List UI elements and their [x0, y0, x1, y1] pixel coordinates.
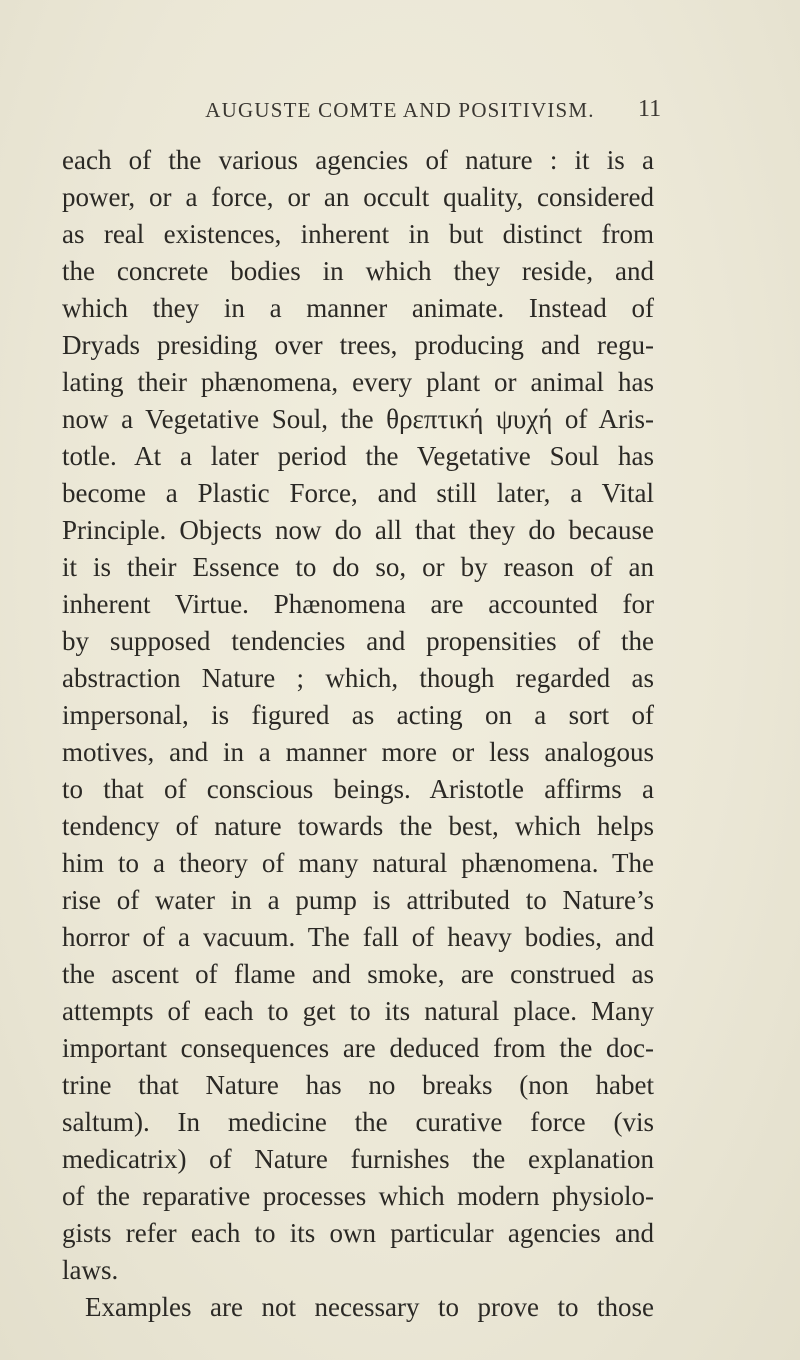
text-line: attempts of each to get to its natural place. Many: [62, 996, 654, 1026]
text-line: abstraction Nature ; which, though regarded as: [62, 663, 654, 693]
text-line: saltum). In medicine the curative force (vis: [62, 1107, 654, 1137]
text-line: horror of a vacuum. The fall of heavy bodies, and: [62, 922, 654, 952]
text-line: trine that Nature has no breaks (non habet: [62, 1070, 654, 1100]
text-line: which they in a manner animate. Instead of: [62, 293, 654, 323]
text-line: lating their phænomena, every plant or animal has: [62, 367, 654, 397]
text-line: of the reparative processes which modern physiolo-: [62, 1181, 654, 1211]
text-line: gists refer each to its own particular agencies and: [62, 1218, 654, 1248]
text-line: him to a theory of many natural phænomena. The: [62, 848, 654, 878]
text-line: important consequences are deduced from the doc-: [62, 1033, 654, 1063]
text-line: now a Vegetative Soul, the θρεπτική ψυχή of Aris-: [62, 404, 654, 434]
text-line: rise of water in a pump is attributed to Nature’s: [62, 885, 654, 915]
text-line: as real existences, inherent in but distinct from: [62, 219, 654, 249]
text-line: medicatrix) of Nature furnishes the explanation: [62, 1144, 654, 1174]
text-line: become a Plastic Force, and still later, a Vital: [62, 478, 654, 508]
text-line: totle. At a later period the Vegetative Soul has: [62, 441, 654, 471]
text-line: tendency of nature towards the best, which helps: [62, 811, 654, 841]
text-line: by supposed tendencies and propensities of the: [62, 626, 654, 656]
text-line: it is their Essence to do so, or by reason of an: [62, 552, 654, 582]
text-line: inherent Virtue. Phænomena are accounted for: [62, 589, 654, 619]
running-title: AUGUSTE COMTE AND POSITIVISM.: [205, 98, 595, 122]
page-number: 11: [638, 96, 662, 122]
text-line: Dryads presiding over trees, producing and regu-: [62, 330, 654, 360]
text-line: each of the various agencies of nature : it is a: [62, 145, 654, 175]
text-line: the ascent of flame and smoke, are construed as: [62, 959, 654, 989]
text-line: motives, and in a manner more or less analogous: [62, 737, 654, 767]
text-line: Principle. Objects now do all that they do because: [62, 515, 654, 545]
text-line: to that of conscious beings. Aristotle affirms a: [62, 774, 654, 804]
text-line: power, or a force, or an occult quality, considered: [62, 182, 654, 212]
text-line: laws.: [62, 1255, 119, 1285]
text-line: the concrete bodies in which they reside, and: [62, 256, 654, 286]
text-line: impersonal, is figured as acting on a sort of: [62, 700, 654, 730]
text-line: Examples are not necessary to prove to those: [85, 1292, 654, 1322]
